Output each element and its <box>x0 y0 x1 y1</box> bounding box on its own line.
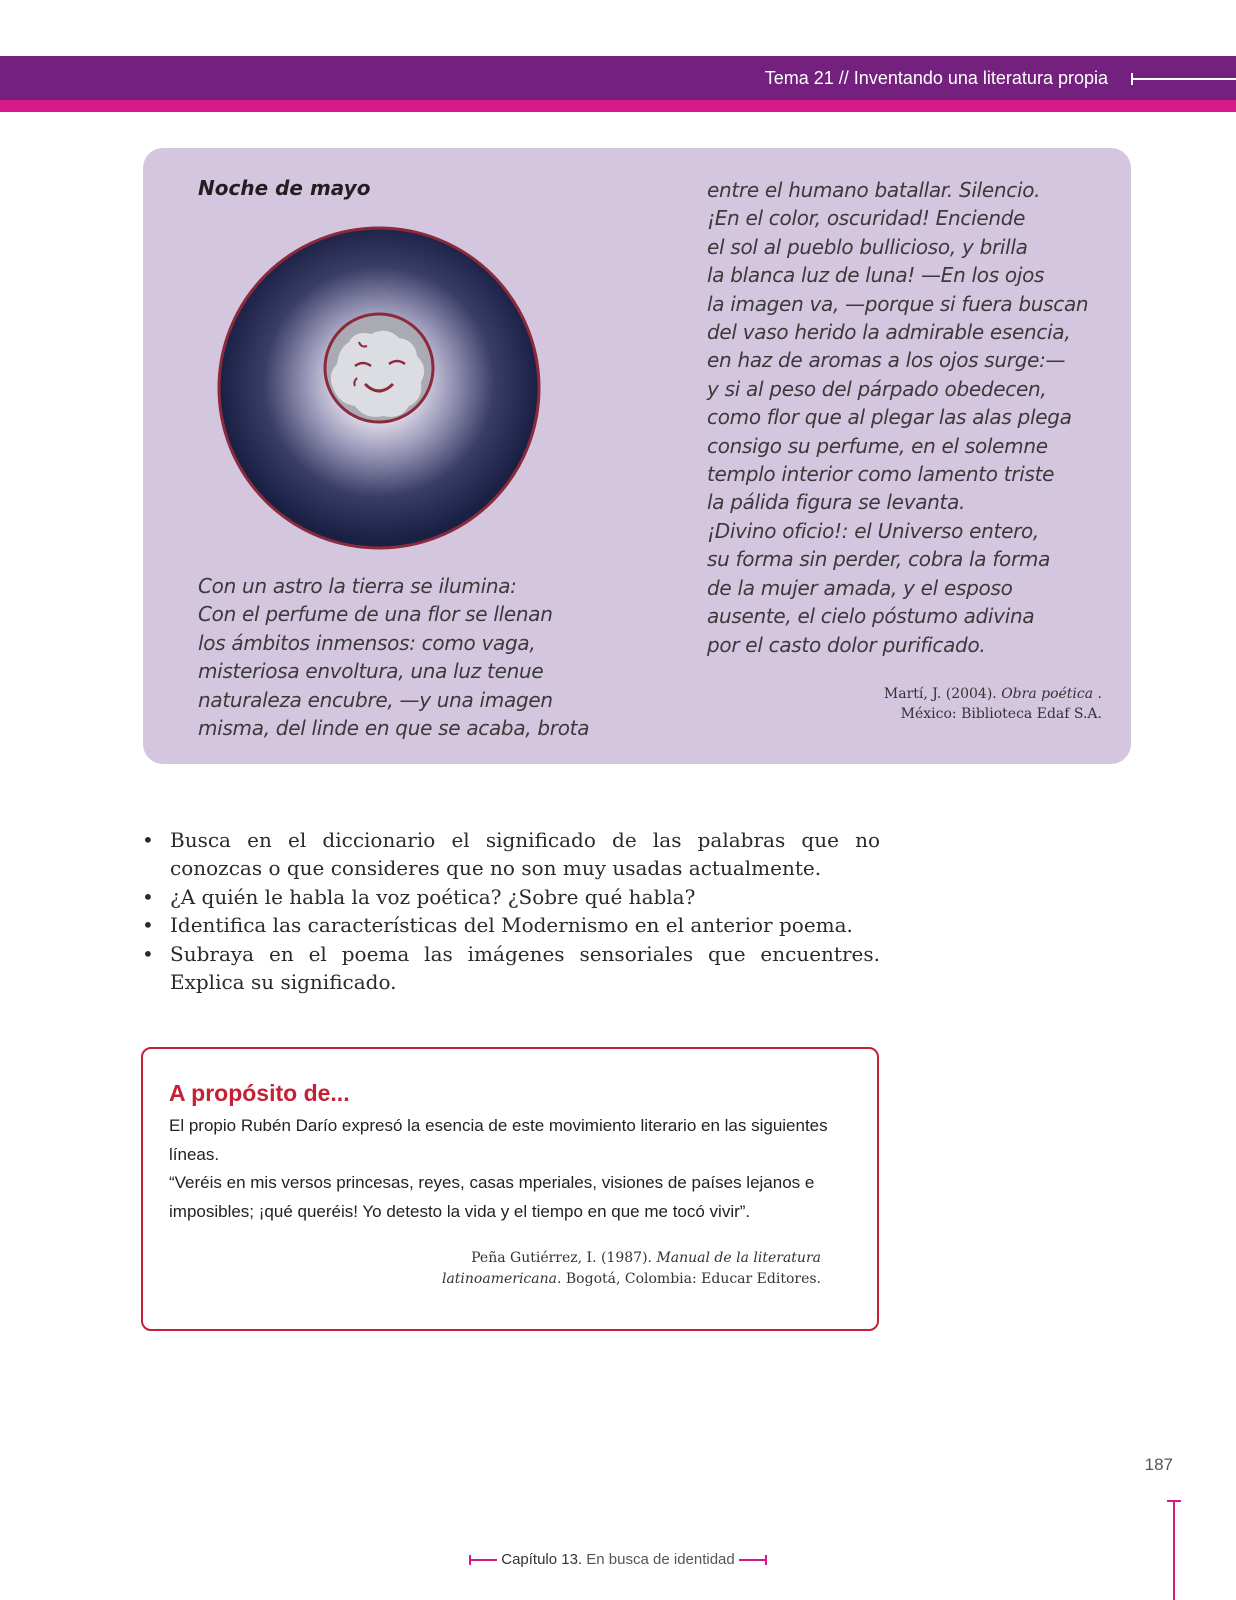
poem-line: templo interior como lamento triste <box>707 462 1055 487</box>
citation-work: latinoamericana <box>441 1270 557 1287</box>
poem-line: Con un astro la tierra se ilumina: <box>198 574 517 598</box>
citation-work: Manual de la literatura <box>656 1250 821 1266</box>
header-rule <box>1132 78 1236 80</box>
list-item: • ¿A quién le habla la voz poética? ¿Sobre qué habla? <box>140 883 880 911</box>
poem-line: entre el humano batallar. Silencio. <box>707 178 1041 202</box>
poem-line: los ámbitos inmensos: como vaga, <box>198 630 536 655</box>
list-item: • Busca en el diccionario el significado de las palabras que no conozcas o que consideres que no son muy usadas actualmente. <box>140 826 880 883</box>
poem-line: naturaleza encubre, —y una imagen <box>198 687 553 712</box>
proposito-body <box>169 1112 859 1226</box>
poem-line: ausente, el cielo póstumo adivina <box>707 604 1035 629</box>
citation-work: Obra poética <box>1001 686 1094 702</box>
poem-line: por el casto dolor purificado. <box>707 632 986 657</box>
citation-publisher: México: Biblioteca Edaf S.A. <box>900 706 1102 722</box>
proposito-title: A propósito de... <box>169 1080 350 1106</box>
citation-author: Martí, J. (2004). <box>883 686 1002 702</box>
moon-illustration <box>217 226 541 550</box>
poem-line: ¡En el color, oscuridad! Enciende <box>707 206 1026 231</box>
citation-end: . Bogotá, Colombia: Educar Editores. <box>556 1270 821 1287</box>
poem-line: misteriosa envoltura, una luz tenue <box>198 659 544 684</box>
poem-line: y si al peso del párpado obedecen, <box>707 376 1047 401</box>
chapter-footer <box>0 1551 1236 1568</box>
page-number: 187 <box>1144 1455 1173 1474</box>
activity-list <box>140 826 880 996</box>
citation-end: . <box>1093 686 1102 702</box>
poem-left-column <box>198 572 589 742</box>
side-rule <box>1173 1500 1175 1600</box>
poem-line: la imagen va, —porque si fuera buscan <box>707 291 1089 316</box>
poem-title: Noche de mayo <box>198 176 371 200</box>
poem-line: como flor que al plegar las alas plega <box>707 405 1072 430</box>
poem-line: Con el perfume de una flor se llenan <box>198 602 553 627</box>
footer-rule-right <box>739 1559 767 1561</box>
poem-line: misma, del linde en que se acaba, brota <box>198 716 590 741</box>
poem-line: consigo su perfume, en el solemne <box>707 433 1048 458</box>
proposito-paragraph: El propio Rubén Darío expresó la esencia de este movimiento literario en las siguientes líneas. <box>169 1116 828 1164</box>
proposito-citation <box>442 1248 821 1289</box>
chapter-title: En busca de identidad <box>586 1551 735 1568</box>
moon-face-icon <box>217 226 541 550</box>
header-title: Tema 21 // Inventando una literatura propia <box>764 68 1108 88</box>
poem-line: ¡Divino oficio!: el Universo entero, <box>707 518 1039 543</box>
poem-line: la blanca luz de luna! —En los ojos <box>707 263 1045 288</box>
poem-line: del vaso herido la admirable esencia, <box>707 320 1071 345</box>
header-accent-stripe <box>0 100 1236 112</box>
poem-right-column <box>707 176 1088 659</box>
poem-line: en haz de aromas a los ojos surge:— <box>707 348 1066 373</box>
poem-citation <box>884 684 1102 724</box>
citation-author: Peña Gutiérrez, I. (1987). <box>471 1250 657 1266</box>
poem-line: de la mujer amada, y el esposo <box>707 575 1013 600</box>
poem-line: el sol al pueblo bullicioso, y brilla <box>707 234 1028 259</box>
chapter-label: Capítulo 13. <box>501 1551 583 1568</box>
list-item: • Identifica las características del Modernismo en el anterior poema. <box>140 911 880 939</box>
proposito-quote: “Veréis en mis versos princesas, reyes, casas mperiales, visiones de países lejanos e imposibles; ¡qué queréis! Yo detesto la vida y el tiempo en que me tocó vivir”. <box>169 1173 815 1221</box>
poem-line: su forma sin perder, cobra la forma <box>707 547 1051 572</box>
poem-line: la pálida figura se levanta. <box>707 490 966 515</box>
list-item: • Subraya en el poema las imágenes sensoriales que encuentres. Explica su significado. <box>140 940 880 997</box>
footer-rule-left <box>469 1559 497 1561</box>
